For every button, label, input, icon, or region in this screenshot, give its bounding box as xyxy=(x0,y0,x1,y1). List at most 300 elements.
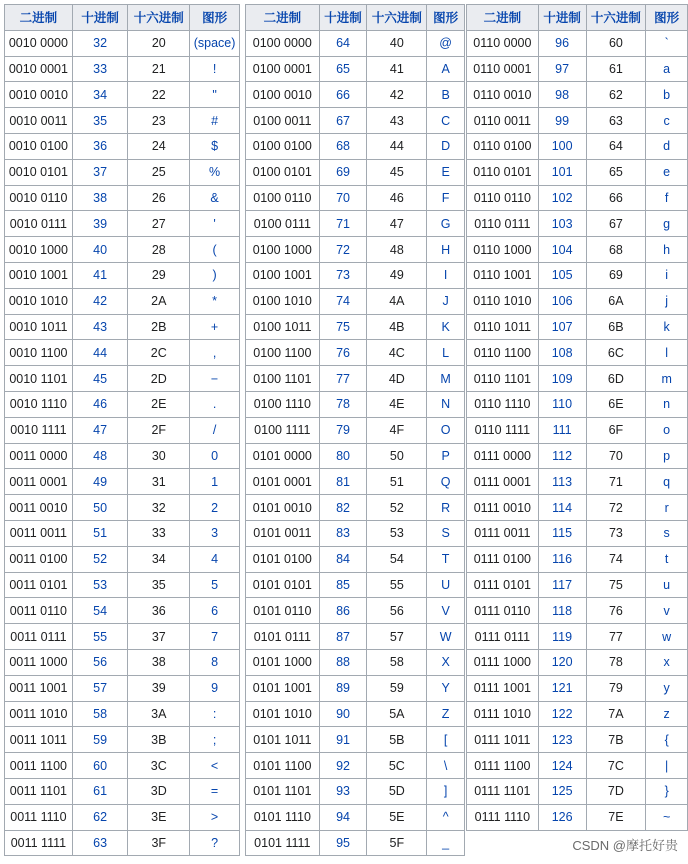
decimal-link[interactable]: 83 xyxy=(319,520,367,546)
decimal-link[interactable]: 114 xyxy=(538,495,586,521)
decimal-link[interactable]: 88 xyxy=(319,649,367,675)
decimal-link[interactable]: 77 xyxy=(319,366,367,392)
glyph-link[interactable]: V xyxy=(427,598,465,624)
table-row xyxy=(467,727,688,753)
table-row xyxy=(246,572,465,598)
glyph-link[interactable]: 1 xyxy=(190,469,240,495)
glyph-link[interactable]: W xyxy=(427,624,465,650)
binary-cell: 0100 0111 xyxy=(246,211,320,237)
hex-cell: 4B xyxy=(367,314,427,340)
decimal-link[interactable]: 80 xyxy=(319,443,367,469)
glyph-link[interactable]: i xyxy=(646,262,688,288)
table-row xyxy=(5,778,240,804)
csdn-watermark: CSDN @摩托好贵 xyxy=(570,835,680,854)
glyph-link[interactable]: 4 xyxy=(190,546,240,572)
decimal-link[interactable]: 108 xyxy=(538,340,586,366)
decimal-link[interactable]: 78 xyxy=(319,391,367,417)
decimal-link[interactable]: 95 xyxy=(319,830,367,856)
decimal-link[interactable]: 48 xyxy=(72,443,128,469)
binary-cell: 0101 1111 xyxy=(246,830,320,856)
glyph-link[interactable]: D xyxy=(427,133,465,159)
decimal-link[interactable]: 104 xyxy=(538,237,586,263)
binary-cell: 0111 0010 xyxy=(467,495,539,521)
ascii-table-2 xyxy=(245,4,465,856)
glyph-link[interactable]: U xyxy=(427,572,465,598)
glyph-link[interactable]: I xyxy=(427,262,465,288)
glyph-link[interactable]: J xyxy=(427,288,465,314)
decimal-link[interactable]: 92 xyxy=(319,753,367,779)
table-row xyxy=(246,417,465,443)
decimal-link[interactable]: 56 xyxy=(72,649,128,675)
glyph-link[interactable]: ( xyxy=(190,237,240,263)
binary-cell: 0101 1001 xyxy=(246,675,320,701)
binary-cell: 0100 1011 xyxy=(246,314,320,340)
decimal-link[interactable]: 101 xyxy=(538,159,586,185)
decimal-link[interactable]: 38 xyxy=(72,185,128,211)
glyph-link[interactable]: , xyxy=(190,340,240,366)
table-row xyxy=(246,469,465,495)
decimal-link[interactable]: 49 xyxy=(72,469,128,495)
glyph-link[interactable]: 7 xyxy=(190,624,240,650)
glyph-link[interactable]: Y xyxy=(427,675,465,701)
hex-cell: 56 xyxy=(367,598,427,624)
hex-cell: 7A xyxy=(586,701,646,727)
table-row xyxy=(5,830,240,856)
decimal-link[interactable]: 121 xyxy=(538,675,586,701)
binary-cell: 0010 1111 xyxy=(5,417,73,443)
glyph-link[interactable]: $ xyxy=(190,133,240,159)
decimal-link[interactable]: 43 xyxy=(72,314,128,340)
decimal-link[interactable]: 60 xyxy=(72,753,128,779)
decimal-link[interactable]: 98 xyxy=(538,82,586,108)
decimal-link[interactable]: 44 xyxy=(72,340,128,366)
binary-cell: 0101 0010 xyxy=(246,495,320,521)
decimal-link[interactable]: 73 xyxy=(319,262,367,288)
glyph-link[interactable]: f xyxy=(646,185,688,211)
decimal-link[interactable]: 69 xyxy=(319,159,367,185)
glyph-link[interactable]: ` xyxy=(646,30,688,56)
decimal-link[interactable]: 76 xyxy=(319,340,367,366)
decimal-link[interactable]: 59 xyxy=(72,727,128,753)
binary-cell: 0100 1001 xyxy=(246,262,320,288)
decimal-link[interactable]: 64 xyxy=(319,30,367,56)
hex-cell: 38 xyxy=(128,649,190,675)
table-row xyxy=(246,108,465,134)
binary-cell: 0110 0101 xyxy=(467,159,539,185)
binary-cell: 0110 1010 xyxy=(467,288,539,314)
table-row xyxy=(5,701,240,727)
table-row xyxy=(467,391,688,417)
glyph-link[interactable]: K xyxy=(427,314,465,340)
glyph-link[interactable]: ! xyxy=(190,56,240,82)
glyph-link[interactable]: h xyxy=(646,237,688,263)
table-row xyxy=(246,340,465,366)
glyph-link[interactable]: & xyxy=(190,185,240,211)
decimal-link[interactable]: 65 xyxy=(319,56,367,82)
hex-cell: 5D xyxy=(367,778,427,804)
decimal-link[interactable]: 46 xyxy=(72,391,128,417)
hex-cell: 26 xyxy=(128,185,190,211)
table-row xyxy=(246,830,465,856)
glyph-link[interactable]: t xyxy=(646,546,688,572)
table-row xyxy=(246,727,465,753)
glyph-link[interactable]: z xyxy=(646,701,688,727)
glyph-link[interactable]: (space) xyxy=(190,30,240,56)
glyph-link[interactable]: * xyxy=(190,288,240,314)
glyph-link[interactable]: ^ xyxy=(427,804,465,830)
hex-cell: 32 xyxy=(128,495,190,521)
decimal-link[interactable]: 40 xyxy=(72,237,128,263)
glyph-link[interactable]: c xyxy=(646,108,688,134)
decimal-link[interactable]: 103 xyxy=(538,211,586,237)
hex-cell: 4E xyxy=(367,391,427,417)
decimal-link[interactable]: 51 xyxy=(72,520,128,546)
hex-cell: 63 xyxy=(586,108,646,134)
glyph-link[interactable]: v xyxy=(646,598,688,624)
glyph-link[interactable]: m xyxy=(646,366,688,392)
decimal-link[interactable]: 58 xyxy=(72,701,128,727)
glyph-link[interactable]: 6 xyxy=(190,598,240,624)
decimal-link[interactable]: 86 xyxy=(319,598,367,624)
glyph-link[interactable]: X xyxy=(427,649,465,675)
decimal-link[interactable]: 100 xyxy=(538,133,586,159)
binary-cell: 0011 0101 xyxy=(5,572,73,598)
decimal-link[interactable]: 113 xyxy=(538,469,586,495)
hex-cell: 70 xyxy=(586,443,646,469)
table-row xyxy=(467,675,688,701)
binary-cell: 0101 1010 xyxy=(246,701,320,727)
glyph-link[interactable]: ] xyxy=(427,778,465,804)
decimal-link[interactable]: 71 xyxy=(319,211,367,237)
decimal-link[interactable]: 112 xyxy=(538,443,586,469)
decimal-link[interactable]: 63 xyxy=(72,830,128,856)
decimal-link[interactable]: 74 xyxy=(319,288,367,314)
table-row xyxy=(246,159,465,185)
glyph-link[interactable]: s xyxy=(646,520,688,546)
hex-cell: 59 xyxy=(367,675,427,701)
decimal-link[interactable]: 118 xyxy=(538,598,586,624)
glyph-link[interactable]: ~ xyxy=(646,804,688,830)
glyph-link[interactable]: 2 xyxy=(190,495,240,521)
hex-cell: 3F xyxy=(128,830,190,856)
glyph-link[interactable]: p xyxy=(646,443,688,469)
decimal-link[interactable]: 70 xyxy=(319,185,367,211)
binary-cell: 0100 1000 xyxy=(246,237,320,263)
decimal-link[interactable]: 85 xyxy=(319,572,367,598)
decimal-link[interactable]: 53 xyxy=(72,572,128,598)
glyph-link[interactable]: F xyxy=(427,185,465,211)
glyph-link[interactable]: @ xyxy=(427,30,465,56)
binary-cell: 0101 0001 xyxy=(246,469,320,495)
decimal-link[interactable]: 122 xyxy=(538,701,586,727)
binary-cell: 0100 0101 xyxy=(246,159,320,185)
table-row xyxy=(246,495,465,521)
decimal-link[interactable]: 93 xyxy=(319,778,367,804)
hex-cell: 41 xyxy=(367,56,427,82)
glyph-link[interactable]: r xyxy=(646,495,688,521)
table-row xyxy=(467,288,688,314)
glyph-link[interactable]: A xyxy=(427,56,465,82)
decimal-link[interactable]: 75 xyxy=(319,314,367,340)
table-row xyxy=(246,237,465,263)
binary-cell: 0010 0111 xyxy=(5,211,73,237)
hex-cell: 6A xyxy=(586,288,646,314)
decimal-link[interactable]: 90 xyxy=(319,701,367,727)
glyph-link[interactable]: _ xyxy=(427,830,465,856)
decimal-link[interactable]: 111 xyxy=(538,417,586,443)
glyph-link[interactable]: w xyxy=(646,624,688,650)
glyph-link[interactable]: M xyxy=(427,366,465,392)
glyph-link[interactable]: g xyxy=(646,211,688,237)
glyph-link[interactable]: H xyxy=(427,237,465,263)
glyph-link[interactable]: \ xyxy=(427,753,465,779)
binary-cell: 0101 1000 xyxy=(246,649,320,675)
glyph-link[interactable]: < xyxy=(190,753,240,779)
hex-cell: 2B xyxy=(128,314,190,340)
table-row xyxy=(246,56,465,82)
decimal-link[interactable]: 39 xyxy=(72,211,128,237)
glyph-link[interactable]: ? xyxy=(190,830,240,856)
glyph-link[interactable]: 5 xyxy=(190,572,240,598)
binary-cell: 0100 0010 xyxy=(246,82,320,108)
decimal-link[interactable]: 55 xyxy=(72,624,128,650)
decimal-link[interactable]: 105 xyxy=(538,262,586,288)
binary-cell: 0111 1110 xyxy=(467,804,539,830)
binary-cell: 0100 1100 xyxy=(246,340,320,366)
header-row xyxy=(467,5,688,31)
hex-cell: 53 xyxy=(367,520,427,546)
glyph-link[interactable]: x xyxy=(646,649,688,675)
decimal-link[interactable]: 82 xyxy=(319,495,367,521)
binary-cell: 0010 0000 xyxy=(5,30,73,56)
decimal-link[interactable]: 36 xyxy=(72,133,128,159)
table-row xyxy=(246,649,465,675)
decimal-link[interactable]: 119 xyxy=(538,624,586,650)
decimal-link[interactable]: 32 xyxy=(72,30,128,56)
decimal-link[interactable]: 37 xyxy=(72,159,128,185)
hex-cell: 48 xyxy=(367,237,427,263)
hex-header: 十六进制 xyxy=(367,5,427,31)
decimal-link[interactable]: 66 xyxy=(319,82,367,108)
glyph-link[interactable]: Q xyxy=(427,469,465,495)
table-row xyxy=(5,30,240,56)
decimal-header: 十进制 xyxy=(319,5,367,31)
binary-cell: 0011 1101 xyxy=(5,778,73,804)
decimal-link[interactable]: 67 xyxy=(319,108,367,134)
binary-cell: 0011 1010 xyxy=(5,701,73,727)
glyph-link[interactable]: / xyxy=(190,417,240,443)
glyph-header: 图形 xyxy=(190,5,240,31)
decimal-link[interactable]: 110 xyxy=(538,391,586,417)
glyph-link[interactable]: ) xyxy=(190,262,240,288)
binary-cell: 0011 1011 xyxy=(5,727,73,753)
decimal-link[interactable]: 123 xyxy=(538,727,586,753)
glyph-link[interactable]: − xyxy=(190,366,240,392)
binary-cell: 0101 1101 xyxy=(246,778,320,804)
binary-cell: 0010 0110 xyxy=(5,185,73,211)
glyph-link[interactable]: % xyxy=(190,159,240,185)
glyph-link[interactable]: " xyxy=(190,82,240,108)
table-row xyxy=(467,108,688,134)
binary-cell: 0011 1001 xyxy=(5,675,73,701)
decimal-link[interactable]: 94 xyxy=(319,804,367,830)
hex-cell: 60 xyxy=(586,30,646,56)
glyph-link[interactable]: a xyxy=(646,56,688,82)
glyph-link[interactable]: B xyxy=(427,82,465,108)
glyph-link[interactable]: { xyxy=(646,727,688,753)
decimal-link[interactable]: 79 xyxy=(319,417,367,443)
table-row xyxy=(5,185,240,211)
decimal-link[interactable]: 72 xyxy=(319,237,367,263)
glyph-link[interactable]: + xyxy=(190,314,240,340)
binary-cell: 0101 0000 xyxy=(246,443,320,469)
decimal-link[interactable]: 97 xyxy=(538,56,586,82)
hex-cell: 4F xyxy=(367,417,427,443)
decimal-link[interactable]: 126 xyxy=(538,804,586,830)
glyph-link[interactable]: [ xyxy=(427,727,465,753)
decimal-link[interactable]: 52 xyxy=(72,546,128,572)
decimal-link[interactable]: 124 xyxy=(538,753,586,779)
decimal-link[interactable]: 45 xyxy=(72,366,128,392)
glyph-link[interactable]: q xyxy=(646,469,688,495)
table-row xyxy=(246,366,465,392)
hex-cell: 44 xyxy=(367,133,427,159)
decimal-link[interactable]: 47 xyxy=(72,417,128,443)
table-row xyxy=(467,624,688,650)
decimal-link[interactable]: 106 xyxy=(538,288,586,314)
hex-cell: 57 xyxy=(367,624,427,650)
glyph-link[interactable]: e xyxy=(646,159,688,185)
hex-cell: 5A xyxy=(367,701,427,727)
decimal-link[interactable]: 84 xyxy=(319,546,367,572)
glyph-link[interactable]: d xyxy=(646,133,688,159)
binary-cell: 0010 1110 xyxy=(5,391,73,417)
hex-cell: 20 xyxy=(128,30,190,56)
binary-cell: 0010 0101 xyxy=(5,159,73,185)
glyph-link[interactable]: = xyxy=(190,778,240,804)
table-row xyxy=(5,262,240,288)
glyph-link[interactable]: Z xyxy=(427,701,465,727)
decimal-link[interactable]: 96 xyxy=(538,30,586,56)
decimal-link[interactable]: 57 xyxy=(72,675,128,701)
binary-cell: 0111 1101 xyxy=(467,778,539,804)
hex-cell: 69 xyxy=(586,262,646,288)
hex-cell: 4D xyxy=(367,366,427,392)
table-row xyxy=(5,159,240,185)
table-row xyxy=(467,366,688,392)
decimal-link[interactable]: 54 xyxy=(72,598,128,624)
decimal-link[interactable]: 50 xyxy=(72,495,128,521)
binary-cell: 0011 1100 xyxy=(5,753,73,779)
decimal-link[interactable]: 116 xyxy=(538,546,586,572)
glyph-link[interactable]: # xyxy=(190,108,240,134)
decimal-link[interactable]: 109 xyxy=(538,366,586,392)
binary-cell: 0101 0110 xyxy=(246,598,320,624)
hex-cell: 2E xyxy=(128,391,190,417)
glyph-link[interactable]: G xyxy=(427,211,465,237)
table-row xyxy=(5,237,240,263)
decimal-link[interactable]: 42 xyxy=(72,288,128,314)
decimal-link[interactable]: 62 xyxy=(72,804,128,830)
glyph-link[interactable]: l xyxy=(646,340,688,366)
decimal-link[interactable]: 125 xyxy=(538,778,586,804)
glyph-link[interactable]: S xyxy=(427,520,465,546)
table-row xyxy=(5,572,240,598)
binary-cell: 0101 1110 xyxy=(246,804,320,830)
decimal-link[interactable]: 99 xyxy=(538,108,586,134)
table-row xyxy=(5,469,240,495)
glyph-link[interactable]: > xyxy=(190,804,240,830)
table-row xyxy=(5,314,240,340)
glyph-link[interactable]: L xyxy=(427,340,465,366)
glyph-link[interactable]: | xyxy=(646,753,688,779)
glyph-link[interactable]: 8 xyxy=(190,649,240,675)
binary-cell: 0011 1000 xyxy=(5,649,73,675)
binary-cell: 0110 1011 xyxy=(467,314,539,340)
glyph-link[interactable]: : xyxy=(190,701,240,727)
glyph-link[interactable]: u xyxy=(646,572,688,598)
decimal-link[interactable]: 68 xyxy=(319,133,367,159)
glyph-link[interactable]: E xyxy=(427,159,465,185)
glyph-link[interactable]: O xyxy=(427,417,465,443)
decimal-link[interactable]: 91 xyxy=(319,727,367,753)
glyph-link[interactable]: o xyxy=(646,417,688,443)
decimal-link[interactable]: 61 xyxy=(72,778,128,804)
glyph-link[interactable]: 0 xyxy=(190,443,240,469)
decimal-link[interactable]: 117 xyxy=(538,572,586,598)
binary-cell: 0011 0010 xyxy=(5,495,73,521)
glyph-link[interactable]: b xyxy=(646,82,688,108)
decimal-link[interactable]: 41 xyxy=(72,262,128,288)
glyph-link[interactable]: R xyxy=(427,495,465,521)
binary-cell: 0110 1111 xyxy=(467,417,539,443)
decimal-link[interactable]: 81 xyxy=(319,469,367,495)
glyph-link[interactable]: ; xyxy=(190,727,240,753)
hex-cell: 43 xyxy=(367,108,427,134)
glyph-link[interactable]: ' xyxy=(190,211,240,237)
glyph-link[interactable]: y xyxy=(646,675,688,701)
decimal-link[interactable]: 87 xyxy=(319,624,367,650)
hex-cell: 4C xyxy=(367,340,427,366)
binary-cell: 0110 0000 xyxy=(467,30,539,56)
decimal-link[interactable]: 102 xyxy=(538,185,586,211)
binary-cell: 0111 0100 xyxy=(467,546,539,572)
decimal-link[interactable]: 35 xyxy=(72,108,128,134)
decimal-link[interactable]: 120 xyxy=(538,649,586,675)
glyph-link[interactable]: 9 xyxy=(190,675,240,701)
glyph-link[interactable]: P xyxy=(427,443,465,469)
decimal-link[interactable]: 34 xyxy=(72,82,128,108)
glyph-link[interactable]: N xyxy=(427,391,465,417)
glyph-link[interactable]: } xyxy=(646,778,688,804)
hex-cell: 3D xyxy=(128,778,190,804)
glyph-link[interactable]: C xyxy=(427,108,465,134)
binary-cell: 0010 0010 xyxy=(5,82,73,108)
glyph-link[interactable]: k xyxy=(646,314,688,340)
ascii-table-3 xyxy=(466,4,688,831)
decimal-link[interactable]: 89 xyxy=(319,675,367,701)
glyph-link[interactable]: j xyxy=(646,288,688,314)
decimal-link[interactable]: 107 xyxy=(538,314,586,340)
decimal-link[interactable]: 115 xyxy=(538,520,586,546)
glyph-link[interactable]: T xyxy=(427,546,465,572)
glyph-link[interactable]: . xyxy=(190,391,240,417)
glyph-link[interactable]: 3 xyxy=(190,520,240,546)
hex-cell: 6C xyxy=(586,340,646,366)
hex-cell: 40 xyxy=(367,30,427,56)
decimal-link[interactable]: 33 xyxy=(72,56,128,82)
glyph-link[interactable]: n xyxy=(646,391,688,417)
